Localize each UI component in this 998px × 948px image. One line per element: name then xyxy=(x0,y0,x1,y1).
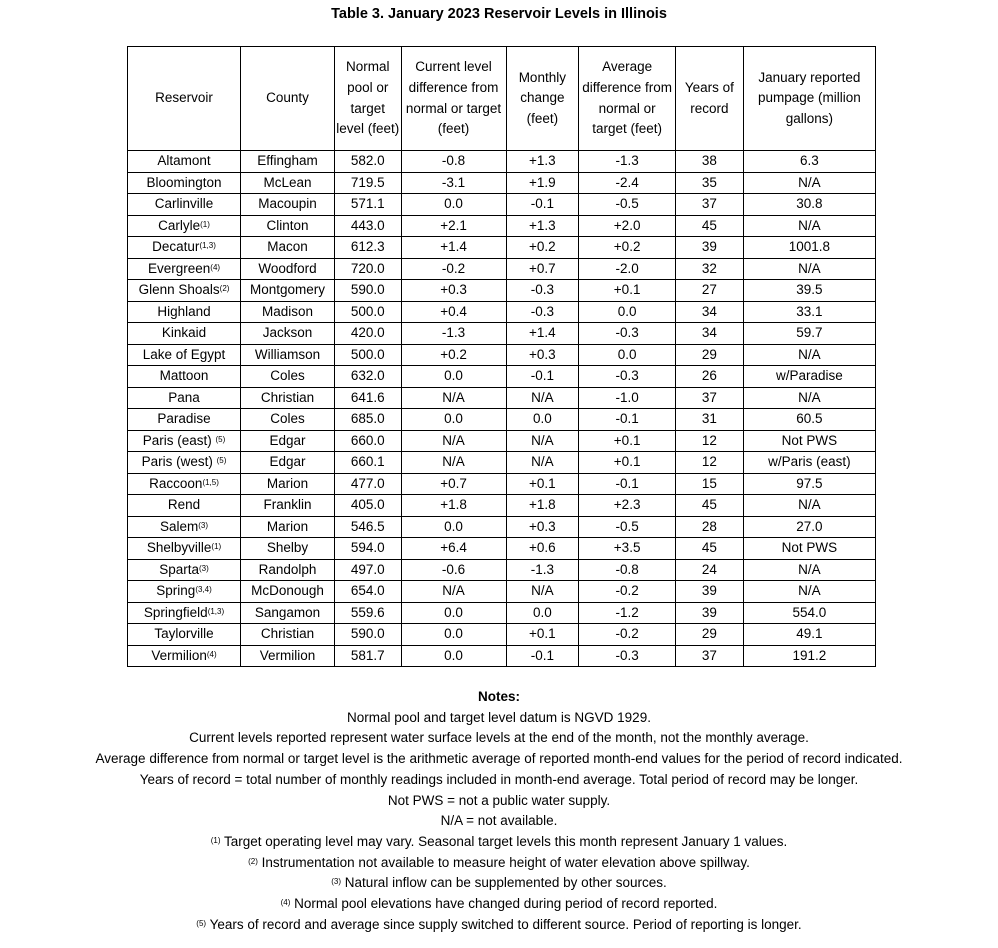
col-header-normal-pool: Normal pool or target level (feet) xyxy=(334,47,401,151)
reservoir-name: Raccoon xyxy=(149,475,203,491)
table-row xyxy=(128,258,876,280)
cell-monthly-change: +0.1 xyxy=(506,473,579,495)
cell-monthly-change: -0.1 xyxy=(506,645,579,667)
cell-pumpage: N/A xyxy=(743,495,875,517)
reservoir-name: Bloomington xyxy=(146,174,222,190)
cell-pumpage: 27.0 xyxy=(743,516,875,538)
cell-monthly-change: 0.0 xyxy=(506,602,579,624)
cell-years-of-record: 37 xyxy=(676,194,744,216)
footnote-marker: (1,3) xyxy=(207,606,225,616)
cell-county: Edgar xyxy=(241,452,335,474)
cell-county: Williamson xyxy=(241,344,335,366)
cell-monthly-change: 0.0 xyxy=(506,409,579,431)
cell-average-difference: -0.5 xyxy=(579,194,676,216)
note-line xyxy=(0,749,998,770)
cell-current-difference: +0.3 xyxy=(401,280,506,302)
cell-current-difference: N/A xyxy=(401,387,506,409)
table-row xyxy=(128,409,876,431)
cell-pumpage: 554.0 xyxy=(743,602,875,624)
cell-monthly-change: +1.3 xyxy=(506,215,579,237)
cell-current-difference: 0.0 xyxy=(401,409,506,431)
table-row xyxy=(128,194,876,216)
cell-normal-pool: 719.5 xyxy=(334,172,401,194)
cell-pumpage: N/A xyxy=(743,581,875,603)
cell-normal-pool: 500.0 xyxy=(334,301,401,323)
cell-pumpage: N/A xyxy=(743,258,875,280)
cell-current-difference: N/A xyxy=(401,430,506,452)
cell-reservoir xyxy=(128,602,241,624)
cell-reservoir xyxy=(128,473,241,495)
cell-normal-pool: 500.0 xyxy=(334,344,401,366)
cell-average-difference: -0.1 xyxy=(579,473,676,495)
cell-average-difference: +0.1 xyxy=(579,280,676,302)
table-row xyxy=(128,602,876,624)
cell-years-of-record: 45 xyxy=(676,495,744,517)
cell-reservoir xyxy=(128,344,241,366)
cell-current-difference: 0.0 xyxy=(401,602,506,624)
footnote-marker: (1) xyxy=(200,219,210,229)
cell-normal-pool: 632.0 xyxy=(334,366,401,388)
cell-years-of-record: 31 xyxy=(676,409,744,431)
cell-normal-pool: 685.0 xyxy=(334,409,401,431)
cell-normal-pool: 497.0 xyxy=(334,559,401,581)
cell-normal-pool: 559.6 xyxy=(334,602,401,624)
table-row xyxy=(128,581,876,603)
cell-average-difference: +0.1 xyxy=(579,452,676,474)
table-row xyxy=(128,538,876,560)
note-text: Years of record = total number of monthly readings included in month-end average. Total period of record may be longer. xyxy=(139,771,859,787)
cell-pumpage: 33.1 xyxy=(743,301,875,323)
table-row xyxy=(128,624,876,646)
footnote-marker: (4) xyxy=(210,262,221,272)
cell-county: Coles xyxy=(241,366,335,388)
cell-county: Shelby xyxy=(241,538,335,560)
cell-pumpage: N/A xyxy=(743,215,875,237)
cell-years-of-record: 39 xyxy=(676,237,744,259)
cell-average-difference: +0.1 xyxy=(579,430,676,452)
table-row xyxy=(128,559,876,581)
cell-county: Effingham xyxy=(241,151,335,173)
cell-pumpage: 60.5 xyxy=(743,409,875,431)
note-line xyxy=(0,770,998,791)
table-title: Table 3. January 2023 Reservoir Levels in Illinois xyxy=(331,6,667,22)
cell-years-of-record: 34 xyxy=(676,301,744,323)
reservoir-name: Decatur xyxy=(152,239,200,255)
cell-county: Christian xyxy=(241,624,335,646)
cell-average-difference: -1.3 xyxy=(579,151,676,173)
cell-current-difference: +1.4 xyxy=(401,237,506,259)
cell-current-difference: 0.0 xyxy=(401,194,506,216)
cell-years-of-record: 39 xyxy=(676,581,744,603)
table-row xyxy=(128,344,876,366)
cell-normal-pool: 641.6 xyxy=(334,387,401,409)
reservoir-name: Sparta xyxy=(159,561,200,577)
cell-normal-pool: 420.0 xyxy=(334,323,401,345)
cell-average-difference: +2.0 xyxy=(579,215,676,237)
cell-reservoir xyxy=(128,624,241,646)
reservoir-table xyxy=(127,46,876,667)
cell-county: Franklin xyxy=(241,495,335,517)
table-row xyxy=(128,495,876,517)
cell-current-difference: +1.8 xyxy=(401,495,506,517)
col-header-average-difference: Average difference from normal or target (feet) xyxy=(579,47,676,151)
note-text: Average difference from normal or target level is the arithmetic average of reported month-end values for the period of record indicated. xyxy=(95,751,903,767)
cell-pumpage: N/A xyxy=(743,344,875,366)
reservoir-name: Lake of Egypt xyxy=(142,346,226,362)
cell-pumpage: 6.3 xyxy=(743,151,875,173)
cell-pumpage: Not PWS xyxy=(743,538,875,560)
reservoir-name: Paradise xyxy=(157,411,211,427)
cell-monthly-change: -0.1 xyxy=(506,366,579,388)
cell-reservoir xyxy=(128,301,241,323)
cell-pumpage: Not PWS xyxy=(743,430,875,452)
cell-average-difference: -2.4 xyxy=(579,172,676,194)
table-row xyxy=(128,645,876,667)
reservoir-name: Mattoon xyxy=(159,368,209,384)
cell-normal-pool: 594.0 xyxy=(334,538,401,560)
footnote-marker: (3) xyxy=(198,520,209,530)
footnote-marker: (1) xyxy=(211,542,222,552)
cell-years-of-record: 26 xyxy=(676,366,744,388)
cell-average-difference: -2.0 xyxy=(579,258,676,280)
cell-reservoir xyxy=(128,516,241,538)
note-line xyxy=(0,915,998,936)
note-line xyxy=(0,791,998,812)
note-text: Years of record and average since supply switched to different source. Period of reporting is longer. xyxy=(206,916,802,932)
reservoir-name: Kinkaid xyxy=(161,325,207,341)
cell-monthly-change: +1.3 xyxy=(506,151,579,173)
note-text: Instrumentation not available to measure height of water elevation above spillway. xyxy=(257,854,750,870)
cell-years-of-record: 32 xyxy=(676,258,744,280)
cell-monthly-change: +1.8 xyxy=(506,495,579,517)
cell-monthly-change: +0.7 xyxy=(506,258,579,280)
cell-monthly-change: N/A xyxy=(506,387,579,409)
table-row xyxy=(128,516,876,538)
cell-reservoir xyxy=(128,323,241,345)
table-row xyxy=(128,215,876,237)
reservoir-name: Shelbyville xyxy=(146,540,212,556)
reservoir-name: Paris (west) xyxy=(141,454,217,470)
cell-reservoir xyxy=(128,452,241,474)
note-line xyxy=(0,894,998,915)
cell-current-difference: 0.0 xyxy=(401,366,506,388)
note-text: Not PWS = not a public water supply. xyxy=(387,792,611,808)
cell-pumpage: 1001.8 xyxy=(743,237,875,259)
cell-current-difference: +6.4 xyxy=(401,538,506,560)
cell-monthly-change: +1.9 xyxy=(506,172,579,194)
cell-monthly-change: -0.3 xyxy=(506,301,579,323)
footnote-marker: (3,4) xyxy=(195,585,212,595)
reservoir-name: Glenn Shoals xyxy=(138,282,220,298)
cell-county: McLean xyxy=(241,172,335,194)
cell-normal-pool: 582.0 xyxy=(334,151,401,173)
reservoir-name: Rend xyxy=(167,497,201,513)
cell-pumpage: 97.5 xyxy=(743,473,875,495)
cell-normal-pool: 660.0 xyxy=(334,430,401,452)
cell-normal-pool: 654.0 xyxy=(334,581,401,603)
cell-years-of-record: 45 xyxy=(676,215,744,237)
cell-average-difference: 0.0 xyxy=(579,301,676,323)
cell-county: Vermilion xyxy=(241,645,335,667)
cell-current-difference: -1.3 xyxy=(401,323,506,345)
table-row xyxy=(128,280,876,302)
footnote-marker: (3) xyxy=(199,563,209,573)
cell-current-difference: -0.8 xyxy=(401,151,506,173)
footnote-marker: (5) xyxy=(215,434,226,444)
cell-monthly-change: +1.4 xyxy=(506,323,579,345)
cell-county: Madison xyxy=(241,301,335,323)
col-header-years-of-record: Years of record xyxy=(676,47,744,151)
cell-years-of-record: 37 xyxy=(676,387,744,409)
cell-monthly-change: N/A xyxy=(506,581,579,603)
cell-average-difference: -1.2 xyxy=(579,602,676,624)
cell-pumpage: 191.2 xyxy=(743,645,875,667)
reservoir-name: Evergreen xyxy=(147,260,211,276)
note-line xyxy=(0,811,998,832)
cell-average-difference: +2.3 xyxy=(579,495,676,517)
cell-current-difference: 0.0 xyxy=(401,645,506,667)
cell-county: Coles xyxy=(241,409,335,431)
cell-normal-pool: 660.1 xyxy=(334,452,401,474)
cell-pumpage: w/Paradise xyxy=(743,366,875,388)
cell-average-difference: 0.0 xyxy=(579,344,676,366)
cell-reservoir xyxy=(128,194,241,216)
cell-monthly-change: +0.3 xyxy=(506,344,579,366)
cell-years-of-record: 28 xyxy=(676,516,744,538)
footnote-marker: (4) xyxy=(280,898,291,908)
cell-reservoir xyxy=(128,645,241,667)
cell-years-of-record: 12 xyxy=(676,452,744,474)
note-text: Current levels reported represent water surface levels at the end of the month, not the monthly average. xyxy=(189,730,809,746)
cell-normal-pool: 612.3 xyxy=(334,237,401,259)
note-line xyxy=(0,728,998,749)
col-header-pumpage: January reported pumpage (million gallons) xyxy=(743,47,875,151)
cell-pumpage: 30.8 xyxy=(743,194,875,216)
cell-current-difference: N/A xyxy=(401,452,506,474)
reservoir-name: Vermilion xyxy=(151,647,207,663)
table-row xyxy=(128,151,876,173)
cell-years-of-record: 15 xyxy=(676,473,744,495)
cell-pumpage: N/A xyxy=(743,387,875,409)
cell-monthly-change: +0.6 xyxy=(506,538,579,560)
cell-average-difference: -0.8 xyxy=(579,559,676,581)
cell-average-difference: -0.3 xyxy=(579,645,676,667)
cell-county: Marion xyxy=(241,473,335,495)
cell-monthly-change: N/A xyxy=(506,452,579,474)
cell-current-difference: -0.2 xyxy=(401,258,506,280)
cell-average-difference: -0.3 xyxy=(579,323,676,345)
cell-county: Montgomery xyxy=(241,280,335,302)
header-row xyxy=(128,47,876,151)
cell-normal-pool: 405.0 xyxy=(334,495,401,517)
footnote-marker: (2) xyxy=(248,856,258,866)
cell-years-of-record: 34 xyxy=(676,323,744,345)
cell-county: Marion xyxy=(241,516,335,538)
note-line xyxy=(0,708,998,729)
cell-normal-pool: 477.0 xyxy=(334,473,401,495)
footnote-marker: (1,3) xyxy=(199,241,216,251)
note-text: Normal pool elevations have changed during period of record reported. xyxy=(290,896,718,912)
table-row xyxy=(128,473,876,495)
cell-pumpage: N/A xyxy=(743,172,875,194)
cell-reservoir xyxy=(128,172,241,194)
cell-years-of-record: 29 xyxy=(676,344,744,366)
cell-county: Christian xyxy=(241,387,335,409)
cell-county: Macon xyxy=(241,237,335,259)
note-text: Target operating level may vary. Seasonal target levels this month represent January 1 values. xyxy=(220,833,788,849)
footnote-marker: (3) xyxy=(331,877,342,887)
cell-normal-pool: 546.5 xyxy=(334,516,401,538)
cell-reservoir xyxy=(128,237,241,259)
cell-years-of-record: 27 xyxy=(676,280,744,302)
cell-years-of-record: 29 xyxy=(676,624,744,646)
cell-current-difference: -0.6 xyxy=(401,559,506,581)
reservoir-name: Paris (east) xyxy=(142,432,216,448)
footnote-marker: (1) xyxy=(210,835,221,845)
footnote-marker: (2) xyxy=(219,284,230,294)
table-row xyxy=(128,172,876,194)
cell-average-difference: -0.3 xyxy=(579,366,676,388)
reservoir-name: Carlinville xyxy=(154,196,214,212)
reservoir-name: Salem xyxy=(160,518,199,534)
table-row xyxy=(128,366,876,388)
reservoir-name: Highland xyxy=(157,303,211,319)
cell-years-of-record: 12 xyxy=(676,430,744,452)
cell-county: Macoupin xyxy=(241,194,335,216)
note-text: Normal pool and target level datum is NGVD 1929. xyxy=(347,709,651,725)
cell-years-of-record: 37 xyxy=(676,645,744,667)
col-header-reservoir: Reservoir xyxy=(128,47,241,151)
reservoir-name: Springfield xyxy=(143,604,208,620)
reservoir-name: Taylorville xyxy=(154,626,214,642)
col-header-county: County xyxy=(241,47,335,151)
cell-current-difference: +2.1 xyxy=(401,215,506,237)
cell-county: Clinton xyxy=(241,215,335,237)
reservoir-name: Spring xyxy=(156,583,196,599)
cell-county: Sangamon xyxy=(241,602,335,624)
cell-monthly-change: +0.3 xyxy=(506,516,579,538)
cell-pumpage: 49.1 xyxy=(743,624,875,646)
cell-normal-pool: 581.7 xyxy=(334,645,401,667)
cell-years-of-record: 38 xyxy=(676,151,744,173)
table-row xyxy=(128,301,876,323)
reservoir-name: Pana xyxy=(168,389,200,405)
cell-years-of-record: 45 xyxy=(676,538,744,560)
table-row xyxy=(128,387,876,409)
cell-reservoir xyxy=(128,559,241,581)
note-text: Natural inflow can be supplemented by other sources. xyxy=(341,875,667,891)
cell-monthly-change: +0.2 xyxy=(506,237,579,259)
cell-reservoir xyxy=(128,280,241,302)
cell-reservoir xyxy=(128,366,241,388)
cell-normal-pool: 720.0 xyxy=(334,258,401,280)
cell-reservoir xyxy=(128,430,241,452)
cell-county: Randolph xyxy=(241,559,335,581)
cell-current-difference: N/A xyxy=(401,581,506,603)
cell-years-of-record: 24 xyxy=(676,559,744,581)
cell-reservoir xyxy=(128,151,241,173)
cell-average-difference: -0.2 xyxy=(579,624,676,646)
cell-current-difference: 0.0 xyxy=(401,624,506,646)
cell-reservoir xyxy=(128,495,241,517)
cell-monthly-change: -0.1 xyxy=(506,194,579,216)
cell-reservoir xyxy=(128,409,241,431)
note-line xyxy=(0,853,998,874)
table-row xyxy=(128,237,876,259)
cell-normal-pool: 571.1 xyxy=(334,194,401,216)
cell-county: Jackson xyxy=(241,323,335,345)
notes-section xyxy=(0,687,998,935)
cell-reservoir xyxy=(128,581,241,603)
footnote-marker: (5) xyxy=(216,456,227,466)
table-row xyxy=(128,452,876,474)
cell-pumpage: 59.7 xyxy=(743,323,875,345)
cell-reservoir xyxy=(128,258,241,280)
cell-county: McDonough xyxy=(241,581,335,603)
footnote-marker: (5) xyxy=(196,918,207,928)
cell-reservoir xyxy=(128,387,241,409)
cell-monthly-change: N/A xyxy=(506,430,579,452)
cell-average-difference: -1.0 xyxy=(579,387,676,409)
cell-monthly-change: +0.1 xyxy=(506,624,579,646)
note-line xyxy=(0,832,998,853)
col-header-current-difference: Current level difference from normal or target (feet) xyxy=(401,47,506,151)
cell-average-difference: -0.2 xyxy=(579,581,676,603)
cell-normal-pool: 590.0 xyxy=(334,624,401,646)
cell-current-difference: 0.0 xyxy=(401,516,506,538)
note-text: N/A = not available. xyxy=(440,813,558,829)
cell-county: Woodford xyxy=(241,258,335,280)
cell-years-of-record: 35 xyxy=(676,172,744,194)
cell-normal-pool: 590.0 xyxy=(334,280,401,302)
table-row xyxy=(128,323,876,345)
cell-normal-pool: 443.0 xyxy=(334,215,401,237)
cell-current-difference: +0.4 xyxy=(401,301,506,323)
cell-county: Edgar xyxy=(241,430,335,452)
cell-current-difference: -3.1 xyxy=(401,172,506,194)
reservoir-name: Altamont xyxy=(157,153,211,169)
footnote-marker: (4) xyxy=(206,649,217,659)
cell-average-difference: -0.1 xyxy=(579,409,676,431)
cell-average-difference: -0.5 xyxy=(579,516,676,538)
cell-years-of-record: 39 xyxy=(676,602,744,624)
footnote-marker: (1,5) xyxy=(202,477,219,487)
cell-pumpage: N/A xyxy=(743,559,875,581)
note-line xyxy=(0,873,998,894)
notes-heading: Notes: xyxy=(477,689,520,704)
cell-average-difference: +3.5 xyxy=(579,538,676,560)
table-row xyxy=(128,430,876,452)
cell-monthly-change: -1.3 xyxy=(506,559,579,581)
cell-reservoir xyxy=(128,538,241,560)
cell-current-difference: +0.7 xyxy=(401,473,506,495)
cell-reservoir xyxy=(128,215,241,237)
cell-average-difference: +0.2 xyxy=(579,237,676,259)
cell-pumpage: 39.5 xyxy=(743,280,875,302)
col-header-monthly-change: Monthly change (feet) xyxy=(506,47,579,151)
cell-current-difference: +0.2 xyxy=(401,344,506,366)
cell-pumpage: w/Paris (east) xyxy=(743,452,875,474)
cell-monthly-change: -0.3 xyxy=(506,280,579,302)
reservoir-name: Carlyle xyxy=(158,217,201,233)
notes-lines xyxy=(0,708,998,936)
table-body xyxy=(128,151,876,667)
